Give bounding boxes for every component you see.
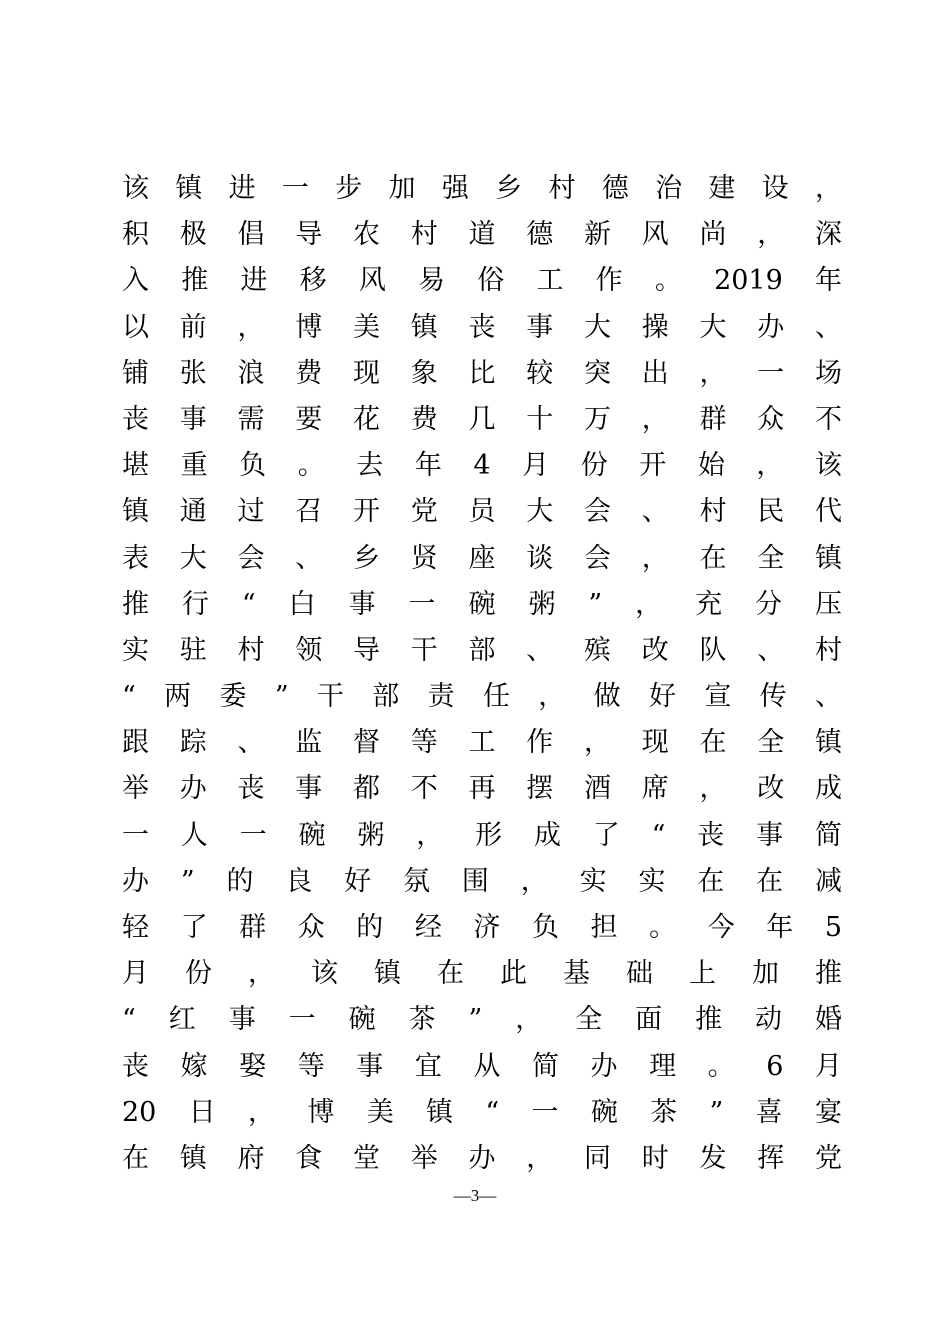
text-line: [122, 720, 842, 766]
text-line: [122, 813, 842, 859]
body-text: [122, 166, 842, 1182]
text-line: [122, 997, 842, 1043]
text-line: [122, 1044, 842, 1090]
text-line: [122, 166, 842, 212]
text-line-content: 铺 张 浪 费 现 象 比 较 突 出 ， 一 场: [122, 357, 842, 389]
text-line: [122, 1136, 842, 1182]
text-line-content: 丧 嫁 娶 等 事 宜 从 简 办 理 。 6 月: [122, 1050, 842, 1082]
text-line-content: “ 红 事 一 碗 茶 ” ， 全 面 推 动 婚: [122, 1004, 842, 1036]
text-line: [122, 905, 842, 951]
text-line-content: 20 日 ， 博 美 镇 “ 一 碗 茶 ” 喜 宴: [122, 1096, 842, 1128]
text-line-content: “ 两 委 ” 干 部 责 任 ， 做 好 宣 传 、: [122, 681, 842, 713]
text-line-content: 一 人 一 碗 粥 ， 形 成 了 “ 丧 事 简: [122, 819, 842, 851]
text-line-content: 表 大 会 、 乡 贤 座 谈 会 ， 在 全 镇: [122, 542, 842, 574]
text-line-content: 举 办 丧 事 都 不 再 摆 酒 席 ， 改 成: [122, 773, 842, 805]
page-number: —3—: [453, 1186, 497, 1205]
text-line-content: 实 驻 村 领 导 干 部 、 殡 改 队 、 村: [122, 634, 842, 666]
text-line: [122, 536, 842, 582]
text-line: [122, 766, 842, 812]
text-line-content: 以 前 ， 博 美 镇 丧 事 大 操 大 办 、: [122, 311, 842, 343]
text-line-content: 堪 重 负 。 去 年 4 月 份 开 始 ， 该: [122, 450, 842, 482]
text-line: [122, 443, 842, 489]
text-line-content: 推 行 “ 白 事 一 碗 粥 ” ， 充 分 压: [122, 588, 842, 620]
text-line-content: 轻 了 群 众 的 经 济 负 担 。 今 年 5: [122, 912, 842, 943]
text-line: [122, 582, 842, 628]
text-line: [122, 397, 842, 443]
text-line-content: 跟 踪 、 监 督 等 工 作 ， 现 在 全 镇: [122, 727, 842, 759]
text-line: [122, 212, 842, 258]
text-line: [122, 351, 842, 397]
text-line: [122, 628, 842, 674]
text-line-content: 该 镇 进 一 步 加 强 乡 村 德 治 建 设 ，: [122, 173, 842, 204]
text-line-content: 入 推 进 移 风 易 俗 工 作 。 2019 年: [122, 265, 842, 297]
text-line-content: 丧 事 需 要 花 费 几 十 万 ， 群 众 不: [122, 403, 842, 435]
text-line-content: 月 份 ， 该 镇 在 此 基 础 上 加 推: [122, 958, 842, 990]
text-line: [122, 674, 842, 720]
text-line-content: 积 极 倡 导 农 村 道 德 新 风 尚 ， 深: [122, 219, 842, 251]
text-line-content: 镇 通 过 召 开 党 员 大 会 、 村 民 代: [122, 496, 842, 528]
text-line: [122, 1090, 842, 1136]
text-line: [122, 258, 842, 304]
text-line-content: 在 镇 府 食 堂 举 办 ， 同 时 发 挥 党: [122, 1142, 842, 1174]
text-line: [122, 951, 842, 997]
text-line: [122, 859, 842, 905]
text-line: [122, 489, 842, 535]
text-line-content: 办 ” 的 良 好 氛 围 ， 实 实 在 在 减: [122, 865, 842, 897]
text-line: [122, 305, 842, 351]
